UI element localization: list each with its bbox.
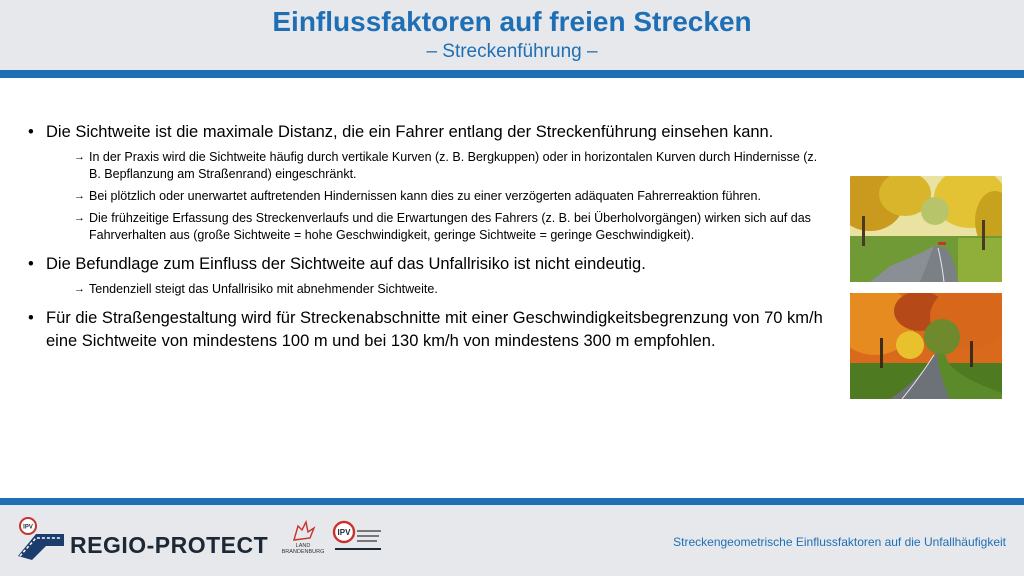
sub-bullet-item: [28, 210, 828, 244]
bullet-list: [28, 121, 828, 353]
bullet-text: Für die Straßengestaltung wird für Streckenabschnitte mit einer Geschwindigkeitsbegrenzung von 70 km/h eine Sichtweite von mindestens 100 m und bei 130 km/h von mindestens 300 m empfohlen.: [46, 309, 823, 350]
arrow-right-icon: →: [74, 212, 85, 224]
bullet-icon: •: [28, 309, 34, 327]
regio-protect-logo-icon: [16, 516, 66, 560]
sub-bullet-text: In der Praxis wird die Sichtweite häufig durch vertikale Kurven (z. B. Bergkuppen) oder in horizontalen Kurven durch Hindernisse (z. B. Bepflanzung am Straßenrand) eingeschränkt.: [89, 150, 818, 181]
footer-divider: [0, 498, 1024, 505]
land-brandenburg-logo-text: LAND BRANDENBURG: [281, 543, 325, 555]
bullet-item: [28, 121, 828, 144]
sub-bullet-text: Die frühzeitige Erfassung des Streckenverlaufs und die Erwartungen des Fahrers (z. B. bei Überholvorgängen) wirken sich auf das Fahrverhalten aus (große Sichtweite = hohe Geschwindigkeit, geringe Sichtweite = geringe Geschwindigkeit).: [89, 211, 811, 242]
bullet-item: [28, 307, 828, 353]
ipv-logo-text: IPV: [337, 528, 351, 537]
brand-name: REGIO-PROTECT: [70, 532, 269, 558]
arrow-right-icon: →: [74, 190, 85, 202]
bullet-item: [28, 253, 828, 276]
sub-bullet-text: Tendenziell steigt das Unfallrisiko mit abnehmender Sichtweite.: [89, 282, 438, 296]
header-divider: [0, 70, 1024, 78]
arrow-right-icon: →: [74, 283, 85, 295]
sub-bullet-text: Bei plötzlich oder unerwartet auftretenden Hindernissen kann dies zu einer verzögerten adäquaten Fahrerreaktion führen.: [89, 189, 761, 203]
bullet-icon: •: [28, 123, 34, 141]
land-brandenburg-eagle-icon: [284, 520, 324, 562]
page-title: Einflussfaktoren auf freien Strecken: [272, 6, 752, 37]
arrow-right-icon: →: [74, 151, 85, 163]
road-photo-1: [850, 176, 1002, 282]
road-photo-2: [850, 293, 1002, 399]
bullet-text: Die Befundlage zum Einfluss der Sichtweite auf das Unfallrisiko ist nicht eindeutig.: [46, 255, 646, 273]
footer-caption: Streckengeometrische Einflussfaktoren auf die Unfallhäufigkeit: [673, 535, 1006, 549]
bullet-text: Die Sichtweite ist die maximale Distanz, die ein Fahrer entlang der Streckenführung einsehen kann.: [46, 123, 774, 141]
page-subtitle: – Streckenführung –: [426, 41, 598, 62]
bullet-icon: •: [28, 255, 34, 273]
ipv-logo-icon: [331, 520, 385, 558]
svg-text:IPV: IPV: [23, 524, 33, 531]
sub-bullet-item: [28, 188, 828, 205]
sub-bullet-item: [28, 281, 828, 298]
sub-bullet-item: [28, 149, 828, 183]
